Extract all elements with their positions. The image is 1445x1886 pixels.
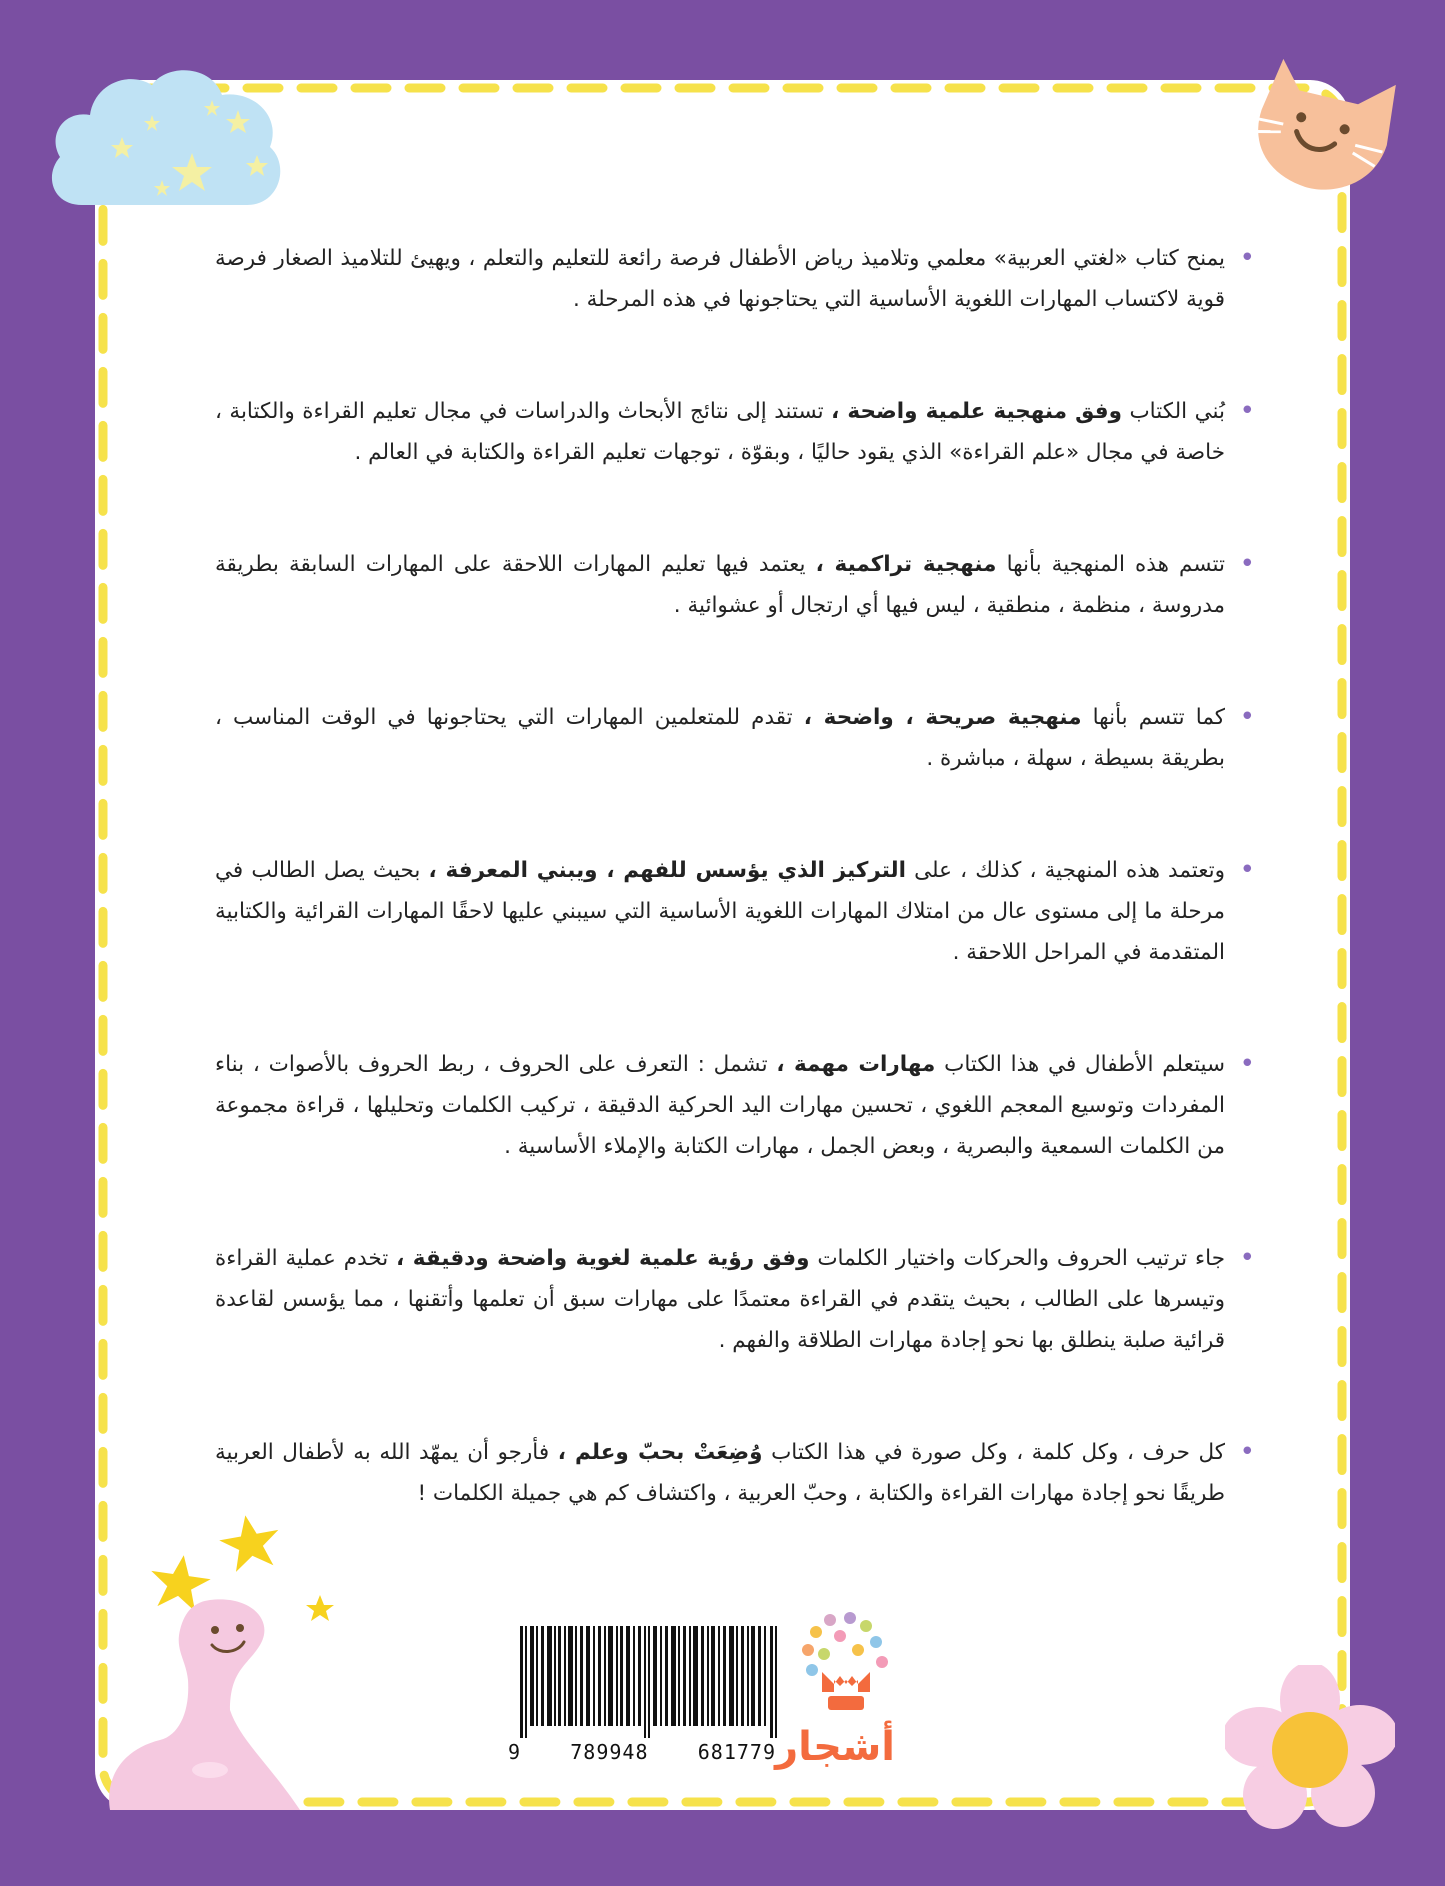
emphasis-text: وفق رؤية علمية لغوية واضحة ودقيقة ،	[396, 1246, 810, 1271]
flower-icon	[1225, 1665, 1395, 1830]
bullet-icon: •	[1239, 855, 1255, 885]
publisher-name: أشجار	[775, 1724, 895, 1770]
paragraph	[215, 850, 1255, 973]
paragraph-text: بحيث يصل الطالب في مرحلة ما إلى مستوى عال من امتلاك المهارات اللغوية الأساسية التي سيبني عليها لاحقًا المهارات القرائية والكتابية المتقدمة في المراحل اللاحقة .	[215, 858, 1225, 965]
emphasis-text: التركيز الذي يؤسس للفهم ، ويبني المعرفة ،	[428, 858, 906, 883]
bullet-icon: •	[1239, 549, 1255, 579]
paragraph-text: تقدم للمتعلمين المهارات التي يحتاجونها في الوقت المناسب ، بطريقة بسيطة ، سهلة ، مباشرة .	[215, 705, 1225, 771]
description-text	[215, 238, 1255, 1585]
paragraph	[215, 697, 1255, 779]
paragraph	[215, 1432, 1255, 1514]
paragraph	[215, 1238, 1255, 1361]
paragraph-text: سيتعلم الأطفال في هذا الكتاب	[935, 1052, 1226, 1077]
paragraph-text: جاء ترتيب الحروف والحركات واختيار الكلمات	[809, 1246, 1225, 1271]
emphasis-text: منهجية تراكمية ،	[815, 552, 997, 577]
bullet-icon: •	[1239, 1049, 1255, 1079]
paragraph-text: تستند إلى نتائج الأبحاث والدراسات في مجال تعليم القراءة والكتابة ، خاصة في مجال «علم القراءة» الذي يقود حاليًا ، وبقوّة ، توجهات تعليم القراءة والكتابة في العالم .	[215, 399, 1225, 465]
bullet-icon: •	[1239, 396, 1255, 426]
emphasis-text: مهارات مهمة ،	[776, 1052, 936, 1077]
paragraph-text: كل حرف ، وكل كلمة ، وكل صورة في هذا الكتاب	[762, 1440, 1225, 1465]
paragraph-text: كما تتسم بأنها	[1081, 705, 1225, 730]
publisher-logo-icon	[800, 1610, 890, 1725]
barcode-icon	[520, 1626, 778, 1738]
paragraph-text: تتسم هذه المنهجية بأنها	[996, 552, 1226, 577]
dinosaur-icon	[100, 1590, 320, 1815]
barcode-digit-group: 9	[508, 1740, 522, 1764]
paragraph-text: وتعتمد هذه المنهجية ، كذلك ، على	[905, 858, 1225, 883]
paragraph-text: يمنح كتاب «لغتي العربية» معلمي وتلاميذ رياض الأطفال فرصة رائعة للتعليم والتعلم ، ويهيئ للتلاميذ الصغار فرصة قوية لاكتساب المهارات اللغوية الأساسية التي يحتاجونها في هذه المرحلة .	[215, 246, 1225, 312]
paragraph-text: بُني الكتاب	[1121, 399, 1225, 424]
paragraph	[215, 238, 1255, 320]
bullet-icon: •	[1239, 702, 1255, 732]
paragraph	[215, 1044, 1255, 1167]
cloud-stars-icon	[42, 55, 292, 220]
paragraph-text: تشمل : التعرف على الحروف ، ربط الحروف بالأصوات ، بناء المفردات وتوسيع المعجم اللغوي ، تحسين مهارات اليد الحركية الدقيقة ، تركيب الكلمات وتحليلها ، قراءة مجموعة من الكلمات السمعية والبصرية ، وبعض الجمل ، مهارات الكتابة والإملاء الأساسية .	[215, 1052, 1225, 1159]
bullet-icon: •	[1239, 1437, 1255, 1467]
paragraph	[215, 391, 1255, 473]
bullet-icon: •	[1239, 243, 1255, 273]
paragraph	[215, 544, 1255, 626]
paragraph-text: فأرجو أن يمهّد الله به لأطفال العربية طريقًا نحو إجادة مهارات القراءة والكتابة ، وحبّ العربية ، واكتشاف كم هي جميلة الكلمات !	[215, 1440, 1225, 1506]
emphasis-text: وُضِعَتْ بحبّ وعلم ،	[557, 1440, 763, 1465]
paragraph-text: يعتمد فيها تعليم المهارات اللاحقة على المهارات السابقة بطريقة مدروسة ، منظمة ، منطقية ، ليس فيها أي ارتجال أو عشوائية .	[215, 552, 1225, 618]
barcode-digits	[508, 1740, 790, 1774]
barcode	[508, 1622, 790, 1782]
bullet-icon: •	[1239, 1243, 1255, 1273]
emphasis-text: منهجية صريحة ، واضحة ،	[803, 705, 1082, 730]
paragraph-text: تخدم عملية القراءة وتيسرها على الطالب ، بحيث يتقدم في القراءة معتمدًا على مهارات سبق أن تعلمها وأتقنها ، مما يؤسس لقاعدة قرائية صلبة ينطلق بها نحو إجادة مهارات الطلاقة والفهم .	[215, 1246, 1225, 1353]
barcode-digit-group: 681779	[697, 1740, 776, 1764]
emphasis-text: وفق منهجية علمية واضحة ،	[831, 399, 1122, 424]
barcode-digit-group: 789948	[570, 1740, 649, 1764]
publisher-logo	[775, 1600, 895, 1790]
cat-face-icon	[1240, 45, 1410, 195]
